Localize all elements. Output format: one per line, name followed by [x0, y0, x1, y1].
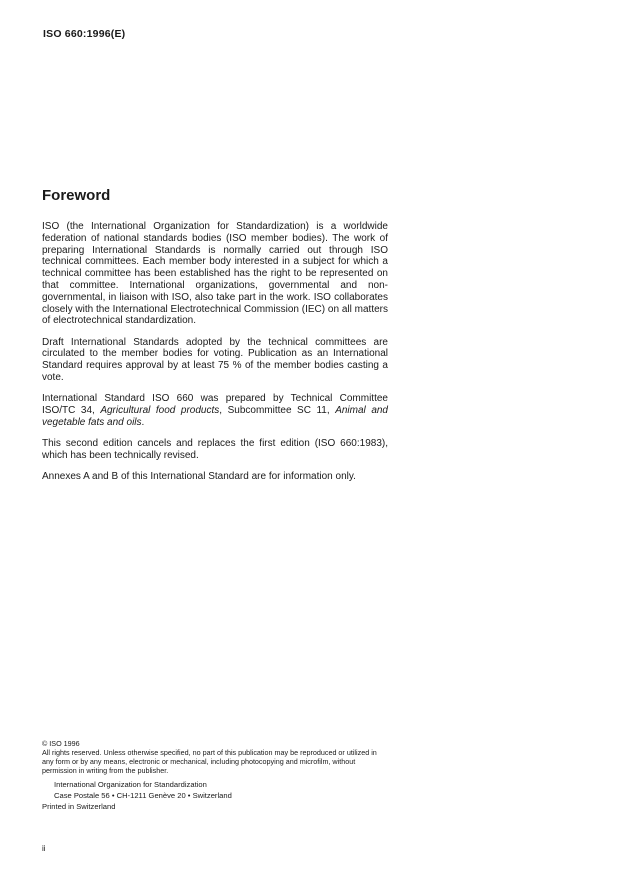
foreword-paragraph-5: Annexes A and B of this International Standard are for information only. — [42, 471, 356, 483]
foreword-paragraph-1: ISO (the International Organization for Standardization) is a worldwide federation of national standards bodies (ISO member bodies). The work of preparing International Standards is normally carried out through ISO technical committees. Each member body interested in a subject for which a technical committee has been established has the right to be represented on that committee. International organizations, governmental and non-governmental, in liaison with ISO, also take part in the work. ISO collaborates closely with the International Electrotechnical Commission (IEC) on all matters of electrotechnical standardization. — [42, 221, 388, 327]
foreword-paragraph-3 — [42, 393, 388, 428]
copyright-line: © ISO 1996 — [42, 739, 80, 748]
document-header-id: ISO 660:1996(E) — [43, 28, 126, 40]
rights-reserved-text: All rights reserved. Unless otherwise specified, no part of this publication may be reproduced or utilized in any form or by any means, electronic or mechanical, including photocopying and microfilm, without permission in writing from the publisher. — [42, 748, 377, 775]
p3-lead: International Standard ISO 660 was prepared by Technical Committee ISO/TC 34, — [42, 393, 388, 417]
foreword-paragraph-2: Draft International Standards adopted by the technical committees are circulated to the member bodies for voting. Publication as an International Standard requires approval by at least 75 % of the member bodies casting a vote. — [42, 336, 388, 384]
foreword-body — [42, 221, 388, 493]
p3-end: . — [141, 416, 145, 428]
publisher-postal: Case Postale 56 • CH-1211 Genève 20 • Switzerland — [54, 790, 232, 800]
p3-committee-name: Agricultural food products — [100, 405, 220, 417]
page-number: ii — [42, 844, 46, 853]
foreword-title: Foreword — [42, 187, 111, 204]
publisher-org: International Organization for Standardization — [54, 780, 207, 789]
p3-mid: , Subcommittee SC 11, — [219, 405, 330, 417]
publisher-address — [54, 780, 232, 801]
printed-in: Printed in Switzerland — [42, 802, 116, 811]
foreword-paragraph-4: This second edition cancels and replaces the first edition (ISO 660:1983), which has been technically revised. — [42, 438, 388, 462]
p3-subcommittee-name: Animal and vegetable fats and oils — [42, 405, 388, 428]
copyright-notice — [42, 739, 388, 775]
